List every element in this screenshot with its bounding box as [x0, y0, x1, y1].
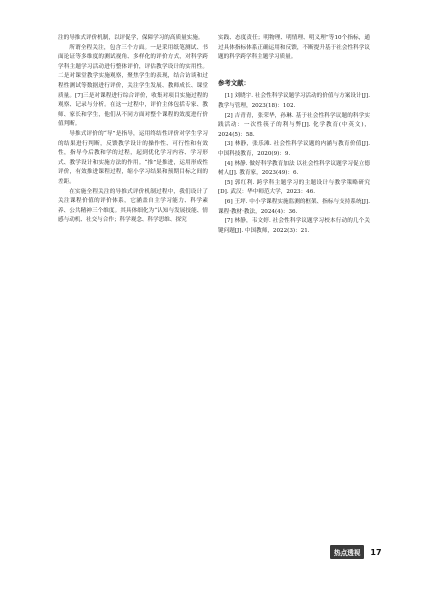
right-column: [218, 34, 370, 236]
reference-item: [7] 林静，韦文婷. 社会性科学议题学习校本行动的几个关键问题[J]. 中国教师，2022(3)：21.: [218, 218, 370, 234]
reference-item: [4] 林静. 做好科学教育加法 以社会性科学议题学习促立德树人[J]. 教育家，2023(49)：6.: [218, 160, 370, 177]
reference-item: [5] 郭红利. 跨学科主题学习的主题设计与教学策略研究[D]. 武汉：华中师范大学，2023：46.: [218, 179, 370, 196]
reference-item: [3] 林静，张乐滩. 社会性科学议题的内涵与教育价值[J]. 中国科技教育，2020(9)：9.: [218, 141, 370, 157]
references-title: 参考文献：: [218, 78, 250, 87]
body-paragraph-3: 导推式评价的“导”是指导，运用终结性评价对学生学习的结果进行判断，反馈教学设计的操作性、可行性和有效性，指导今后教和学的过程，起到优化学习内容、学习形式、教学设计和实施方法的作用。“推”是推进，运用形成性评价，有效推进课程过程，缩小学习结果和预期目标之间的差距。: [58, 130, 208, 185]
reference-item: [6] 王坪. 中小学课程实施监测的框架、指标与支持系统[J]. 课程·教材·教法，2024(4)：36.: [218, 198, 370, 215]
body-paragraph-2: 所谓全程关注，包含三个方面。一是采用纸笔测试、书面论证等多维度的测试视角、多样化的评价方式，对科学跨学科主题学习活动进行整体评价，评估教学设计的实用性。二是对课堂教学实施观察，聚焦学生的表现，结合访谈和过程性测试等数据进行评价，关注学生发展、教师成长、课堂质量。[7]三是对课程进行综合评价，收集对项目实施过程的观察、记录与分析。在这一过程中，评价主体包括专家、教师、家长和学生，他们从不同方面对整个课程的效度进行价值判断。: [58, 44, 208, 128]
body-paragraph-5: 实践、态度责任；明物理、明情理、明义理”等10个指标，通过具体指标体系正确运用和反馈，不断提升基于社会性科学议题的科学跨学科主题学习质量。: [218, 35, 370, 61]
page-footer: [330, 545, 382, 559]
section-tag: 热点透视: [330, 545, 364, 559]
body-paragraph-1: 注的导推式评价机制，以评促学，保障学习的高质量实施。: [58, 35, 204, 41]
references-list: [218, 92, 370, 236]
page-number: 17: [370, 547, 382, 557]
reference-item: [1] 刘晓宇. 社会性科学议题学习活动的价值与方案设计[J]. 教学与管理，2023(18)：102.: [218, 93, 370, 109]
reference-item: [2] 吉青青，张荣华，孙琳. 基于社会性科学议题的科学实践活动：一次性筷子的利与弊[J]. 化学教育(中英文)，2024(5)：58.: [218, 112, 370, 138]
body-paragraph-4: 在实施全程关注的导推式评价机制过程中，我们设计了关注课程价值的评价体系，它涵盖自主学习能力、科学素养、公共精神三个维度。其具体细化为“认知与发展技能、情感与动机、社交与合作；科学观念、科学思维、探究: [58, 188, 208, 224]
left-column: [58, 34, 208, 226]
